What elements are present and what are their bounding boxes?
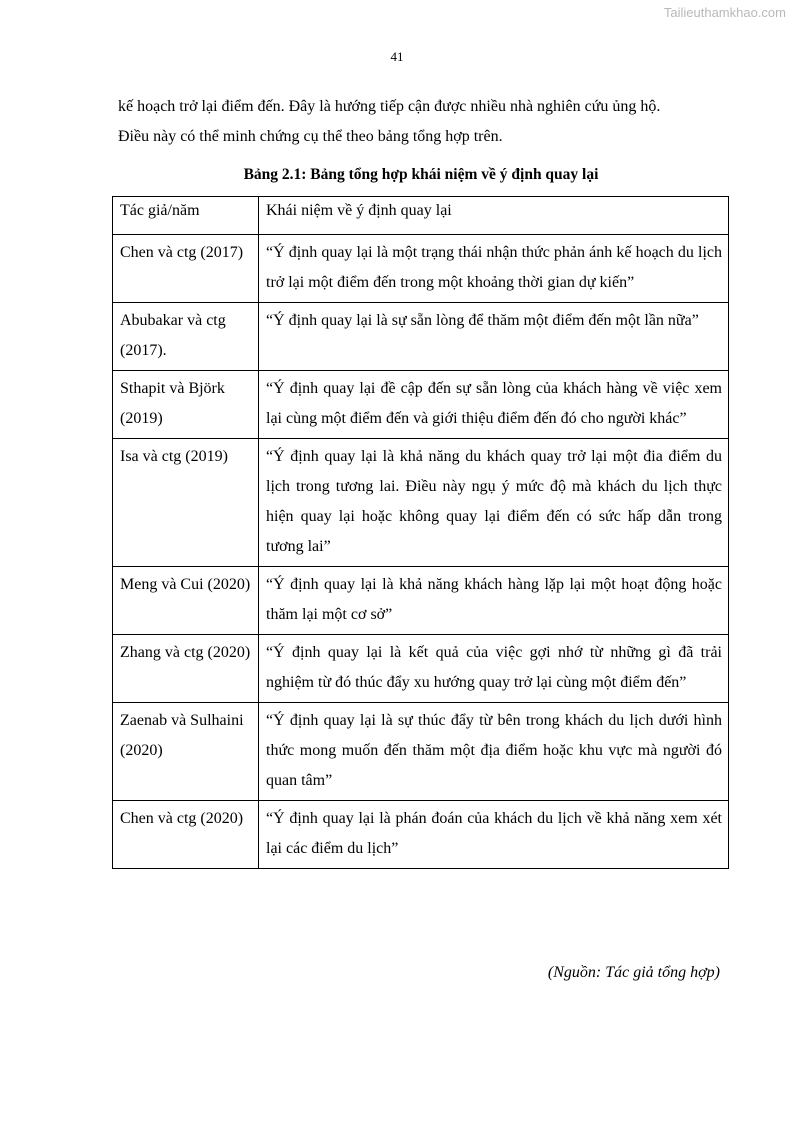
table-row [113,439,729,567]
concepts-table [112,196,729,869]
table-caption: Bảng 2.1: Bảng tổng hợp khái niệm về ý định quay lại [243,166,599,183]
author-cell: Chen và ctg (2017) [113,235,259,303]
author-cell: Isa và ctg (2019) [113,439,259,567]
table-row [113,635,729,703]
concept-cell: “Ý định quay lại đề cập đến sự sẵn lòng của khách hàng về việc xem lại cùng một điểm đến và giới thiệu điểm đến đó cho người khác” [259,371,729,439]
concept-cell: “Ý định quay lại là một trạng thái nhận thức phản ánh kế hoạch du lịch trở lại một điểm đến trong một khoảng thời gian dự kiến” [259,235,729,303]
concept-cell: “Ý định quay lại là sự thúc đẩy từ bên trong khách du lịch dưới hình thức mong muốn đến thăm một địa điểm hoặc khu vực mà người đó quan tâm” [259,703,729,801]
concept-cell: “Ý định quay lại là phán đoán của khách du lịch về khả năng xem xét lại các điểm du lịch” [259,801,729,869]
table-row [113,703,729,801]
table-row [113,371,729,439]
table-row [113,567,729,635]
table-row [113,235,729,303]
concept-cell: “Ý định quay lại là sự sẵn lòng để thăm một điểm đến một lần nữa” [259,303,729,371]
author-cell: Abubakar và ctg (2017). [113,303,259,371]
table-row [113,801,729,869]
header-author: Tác giả/năm [113,197,259,235]
header-concept: Khái niệm về ý định quay lại [259,197,729,235]
author-cell: Zhang và ctg (2020) [113,635,259,703]
author-cell: Chen và ctg (2020) [113,801,259,869]
intro-paragraph [118,92,722,152]
author-cell: Sthapit và Björk (2019) [113,371,259,439]
concept-cell: “Ý định quay lại là kết quả của việc gợi nhớ từ những gì đã trải nghiệm từ đó thúc đẩy xu hướng quay trở lại cùng một điểm đến” [259,635,729,703]
intro-line: Điều này có thể minh chứng cụ thể theo bảng tổng hợp trên. [118,128,503,145]
concept-cell: “Ý định quay lại là khả năng khách hàng lặp lại một hoạt động hoặc thăm lại một cơ sở” [259,567,729,635]
watermark: Tailieuthamkhao.com [663,5,786,20]
author-cell: Zaenab và Sulhaini (2020) [113,703,259,801]
table-row [113,303,729,371]
source-note: (Nguồn: Tác giả tổng hợp) [547,964,720,981]
concept-cell: “Ý định quay lại là khả năng du khách quay trở lại một đia điểm du lịch trong tương lai. Điều này ngụ ý mức độ mà khách du lịch thực hiện quay lại hoặc không quay lại điểm đến có sức hấp dẫn trong tương lai” [259,439,729,567]
intro-line: kế hoạch trở lại điểm đến. Đây là hướng tiếp cận được nhiều nhà nghiên cứu ủng hộ. [118,98,661,115]
page-number: 41 [390,49,404,64]
table-header-row [113,197,729,235]
author-cell: Meng và Cui (2020) [113,567,259,635]
